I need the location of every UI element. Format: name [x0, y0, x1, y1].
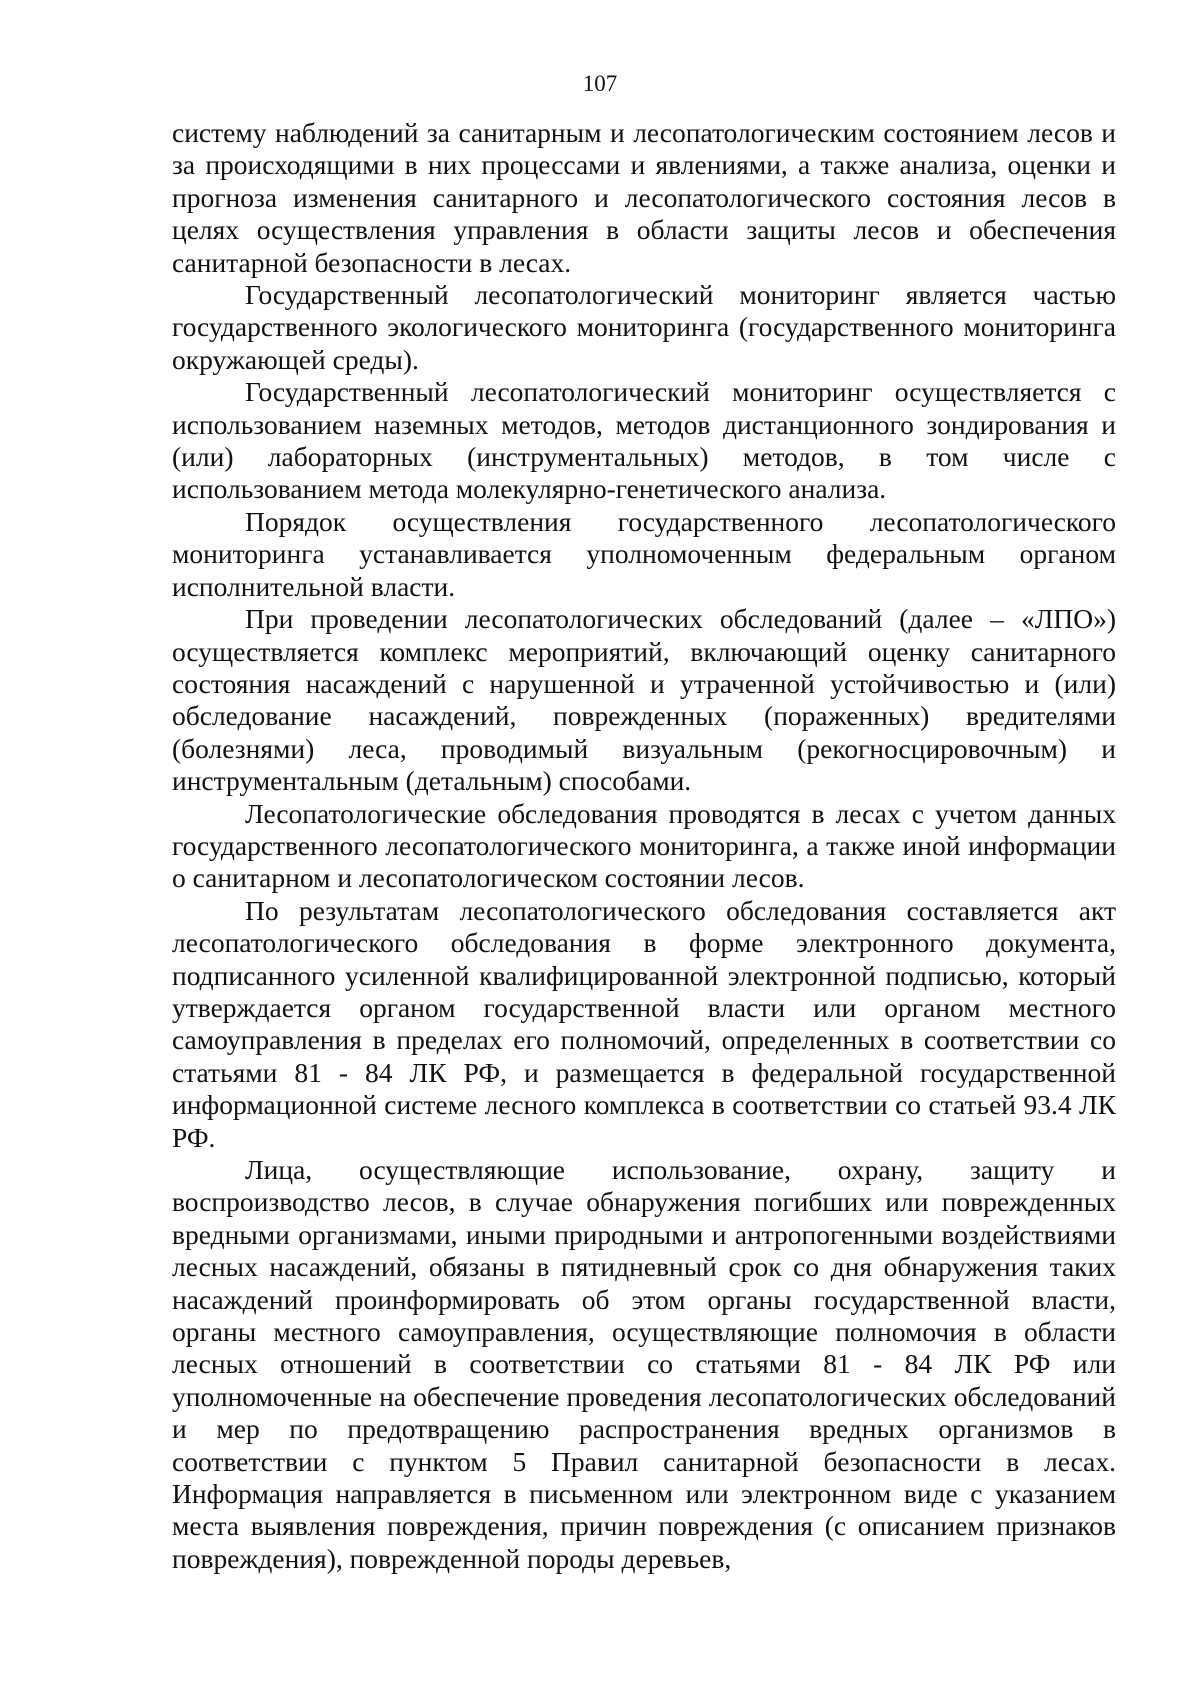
- paragraph-monitoring-methods: Государственный лесопатологический мониторинг осуществляется с использованием наземных методов, методов дистанционного зондирования и (или) лабораторных (инструментальных) методов, в том числе с использованием метода молекулярно-генетического анализа.: [172, 376, 1116, 505]
- paragraph-monitoring-procedure: Порядок осуществления государственного лесопатологического мониторинга устанавливается уполномоченным федеральным органом исполнительной власти.: [172, 505, 1116, 602]
- paragraph-reporting-duty: Лица, осуществляющие использование, охрану, защиту и воспроизводство лесов, в случае обнаружения погибших или поврежденных вредными организмами, иными природными и антропогенными воздействиями лесных насаждений, обязаны в пятидневный срок со дня обнаружения таких насаждений проинформировать об этом органы государственной власти, органы местного самоуправления, осуществляющие полномочия в области лесных отношений в соответствии со статьями 81 - 84 ЛК РФ или уполномоченные на обеспечение проведения лесопатологических обследований и мер по предотвращению распространения вредных организмов в соответствии с пунктом 5 Правил санитарной безопасности в лесах. Информация направляется в письменном или электронном виде с указанием места выявления повреждения, причин повреждения (с описанием признаков повреждения), поврежденной породы деревьев,: [172, 1154, 1116, 1574]
- paragraph-continuation: системy наблюдений за санитарным и лесопатологическим состоянием лесов и за происходящими в них процессами и явлениями, а также анализа, оценки и прогноза изменения санитарного и лесопатологического состояния лесов в целях осуществления управления в области защиты лесов и обеспечения санитарной безопасности в лесах.: [172, 117, 1116, 278]
- paragraph-lpo-data: Лесопатологические обследования проводятся в лесах с учетом данных государственного лесопатологического мониторинга, а также иной информации о санитарном и лесопатологическом состоянии лесов.: [172, 797, 1116, 894]
- paragraph-monitoring-part: Государственный лесопатологический мониторинг является частью государственного экологического мониторинга (государственного мониторинга окружающей среды).: [172, 279, 1116, 375]
- body-text: [172, 117, 1116, 1575]
- paragraph-lpo-definition: При проведении лесопатологических обследований (далее – «ЛПО») осуществляется комплекс мероприятий, включающий оценку санитарного состояния насаждений с нарушенной и утраченной устойчивостью и (или) обследование насаждений, поврежденных (пораженных) вредителями (болезнями) леса, проводимый визуальным (рекогносцировочным) и инструментальным (детальным) способами.: [172, 603, 1116, 797]
- paragraph-lpo-act: По результатам лесопатологического обследования составляется акт лесопатологического обследования в форме электронного документа, подписанного усиленной квалифицированной электронной подписью, который утверждается органом государственной власти или органом местного самоуправления в пределах его полномочий, определенных в соответствии со статьями 81 - 84 ЛК РФ, и размещается в федеральной государственной информационной системе лесного комплекса в соответствии со статьей 93.4 ЛК РФ.: [172, 894, 1116, 1153]
- page-number: 107: [582, 71, 618, 96]
